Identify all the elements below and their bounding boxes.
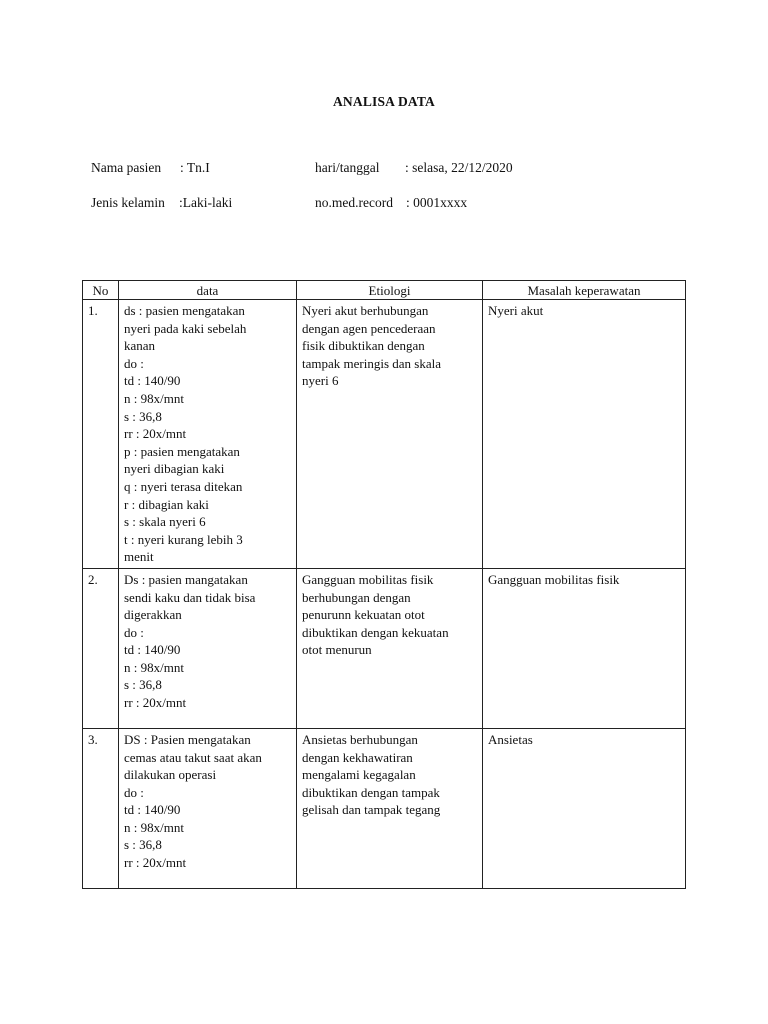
med-record-label: no.med.record <box>315 195 393 210</box>
document-title: ANALISA DATA <box>332 94 436 109</box>
data-line: rr : 20x/mnt <box>124 426 187 442</box>
data-line: p : pasien mengatakan <box>124 443 240 459</box>
cell-masalah: Nyeri akut <box>483 300 686 569</box>
data-line: do : <box>124 355 144 371</box>
data-line: digerakkan <box>124 607 182 623</box>
data-line: nyeri dibagian kaki <box>124 461 225 477</box>
data-line: t : nyeri kurang lebih 3 <box>124 531 243 547</box>
data-line: menit <box>124 549 154 565</box>
table-row <box>83 300 686 569</box>
patient-name-value: : Tn.I <box>180 160 210 175</box>
etiologi-line: otot menurun <box>302 642 372 658</box>
header-no: No <box>83 281 119 300</box>
etiologi-line: dengan agen pencederaan <box>302 320 436 336</box>
data-line: td : 140/90 <box>124 642 181 658</box>
cell-no: 2. <box>83 568 119 728</box>
data-line: kanan <box>124 338 156 354</box>
gender-value: :Laki-laki <box>179 195 233 210</box>
table-row <box>83 568 686 728</box>
etiologi-line: fisik dibuktikan dengan <box>302 338 425 354</box>
etiologi-line: gelisah dan tampak tegang <box>302 802 441 818</box>
data-line: sendi kaku dan tidak bisa <box>124 589 256 605</box>
etiologi-line: dibuktikan dengan tampak <box>302 784 440 800</box>
header-etiologi: Etiologi <box>297 281 483 300</box>
etiologi-line: penurunn kekuatan otot <box>302 607 425 623</box>
header-masalah: Masalah keperawatan <box>483 281 686 300</box>
data-line: dilakukan operasi <box>124 767 217 783</box>
table-header-row <box>83 281 686 300</box>
data-line: Ds : pasien mangatakan <box>124 571 248 587</box>
table-row <box>83 728 686 888</box>
data-line: q : nyeri terasa ditekan <box>124 478 243 494</box>
etiologi-line: berhubungan dengan <box>302 589 411 605</box>
data-line: rr : 20x/mnt <box>124 695 187 711</box>
etiologi-line: Gangguan mobilitas fisik <box>302 571 434 587</box>
data-line: s : 36,8 <box>124 837 162 853</box>
cell-data <box>119 728 297 888</box>
data-line: do : <box>124 784 144 800</box>
data-line: DS : Pasien mengatakan <box>124 731 251 747</box>
cell-masalah: Ansietas <box>483 728 686 888</box>
date-value: : selasa, 22/12/2020 <box>405 160 513 175</box>
med-record-value: : 0001xxxx <box>406 195 468 210</box>
data-line: n : 98x/mnt <box>124 659 184 675</box>
cell-etiologi <box>297 300 483 569</box>
cell-no: 1. <box>83 300 119 569</box>
cell-masalah: Gangguan mobilitas fisik <box>483 568 686 728</box>
etiologi-line: Nyeri akut berhubungan <box>302 303 429 318</box>
data-line: td : 140/90 <box>124 802 181 818</box>
cell-data <box>119 300 297 569</box>
etiologi-line: dibuktikan dengan kekuatan <box>302 624 449 640</box>
data-line: do : <box>124 624 144 640</box>
etiologi-line: mengalami kegagalan <box>302 767 416 783</box>
data-line: td : 140/90 <box>124 373 181 389</box>
data-line: r : dibagian kaki <box>124 496 209 512</box>
etiologi-line: Ansietas berhubungan <box>302 731 418 747</box>
analysis-table <box>82 280 686 889</box>
data-line: n : 98x/mnt <box>124 819 184 835</box>
cell-etiologi <box>297 728 483 888</box>
data-line: s : 36,8 <box>124 408 162 424</box>
header-data: data <box>119 281 297 300</box>
data-line: ds : pasien mengatakan <box>124 303 245 318</box>
data-line: rr : 20x/mnt <box>124 855 187 871</box>
etiologi-line: dengan kekhawatiran <box>302 749 413 765</box>
date-label: hari/tanggal <box>315 160 380 175</box>
gender-label: Jenis kelamin <box>91 195 165 210</box>
cell-etiologi <box>297 568 483 728</box>
data-line: s : skala nyeri 6 <box>124 514 206 530</box>
etiologi-line: tampak meringis dan skala <box>302 355 441 371</box>
data-line: nyeri pada kaki sebelah <box>124 320 247 336</box>
data-line: cemas atau takut saat akan <box>124 749 262 765</box>
cell-no: 3. <box>83 728 119 888</box>
cell-data <box>119 568 297 728</box>
patient-name-label: Nama pasien <box>91 160 162 175</box>
data-line: n : 98x/mnt <box>124 390 184 406</box>
etiologi-line: nyeri 6 <box>302 373 339 389</box>
data-line: s : 36,8 <box>124 677 162 693</box>
